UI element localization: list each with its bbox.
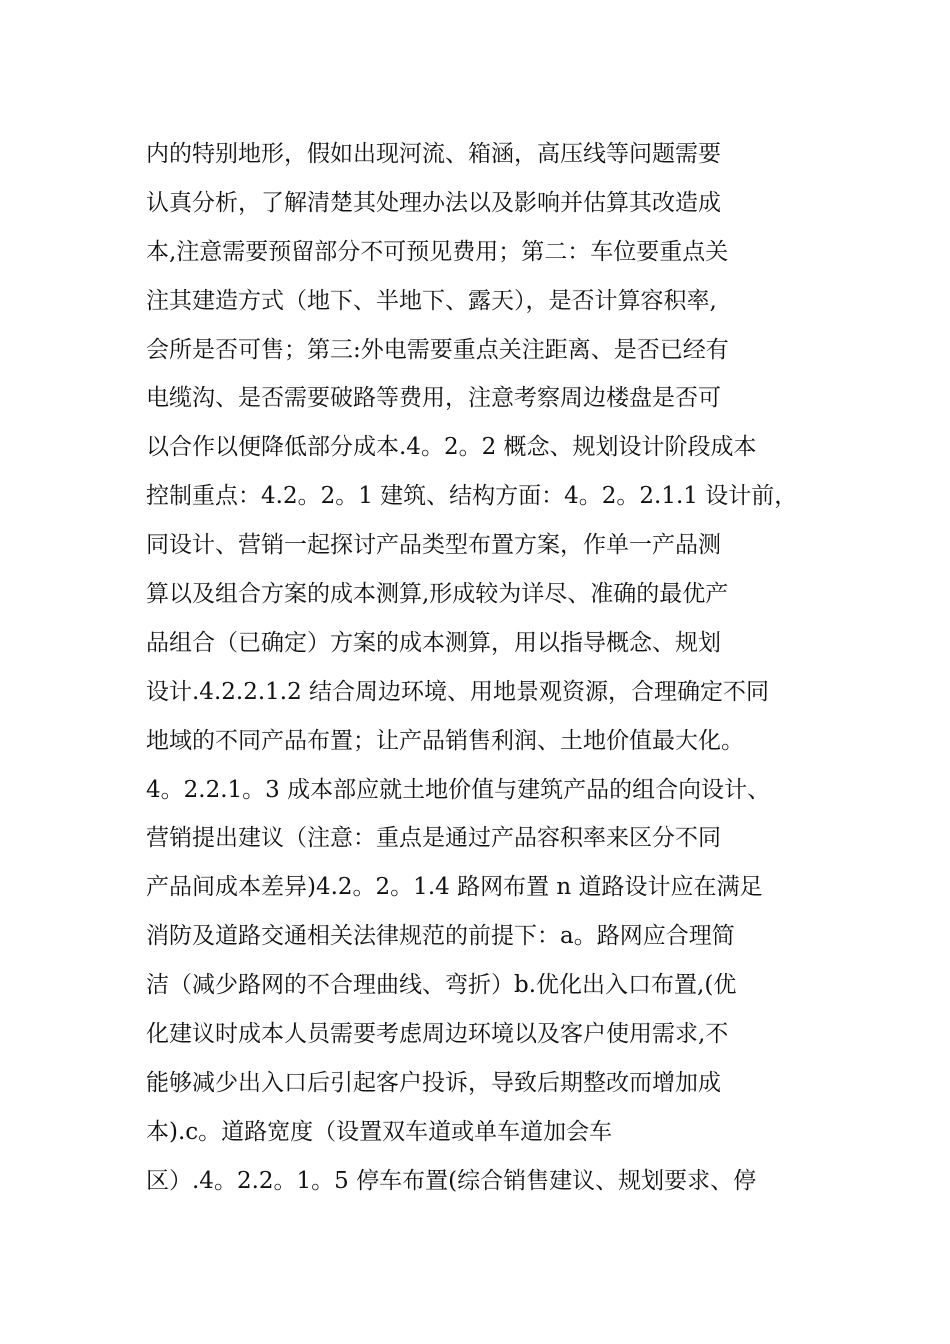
text-line: 会所是否可售；第三:外电需要重点关注距离、是否已经有 [146, 336, 729, 363]
body-text [146, 130, 826, 1206]
text-line: 控制重点：4.2。2。1 建筑、结构方面：4。2。2.1.1 设计前， [146, 483, 798, 510]
text-line: 认真分析，了解清楚其处理办法以及影响并估算其改造成 [146, 189, 721, 216]
text-line: 内的特别地形，假如出现河流、箱涵，高压线等问题需要 [146, 141, 721, 167]
text-line: 地域的不同产品布置；让产品销售利润、土地价值最大化。 [146, 727, 744, 754]
text-line: 注其建造方式（地下、半地下、露天），是否计算容积率, [146, 287, 717, 314]
text-line: 品组合（已确定）方案的成本测算，用以指导概念、规划 [146, 629, 721, 656]
text-line: 能够减少出入口后引起客户投诉，导致后期整改而增加成 [146, 1069, 721, 1096]
text-line: 产品间成本差异)4.2。2。1.4 路网布置 n 道路设计应在满足 [146, 874, 763, 901]
text-line: 化建议时成本人员需要考虑周边环境以及客户使用需求,不 [146, 1021, 729, 1048]
text-line: 营销提出建议（注意：重点是通过产品容积率来区分不同 [146, 825, 721, 852]
text-line: 以合作以便降低部分成本.4。2。2 概念、规划设计阶段成本 [146, 434, 757, 461]
text-line: 设计.4.2.2.1.2 结合周边环境、用地景观资源，合理确定不同 [146, 678, 770, 705]
text-line: 电缆沟、是否需要破路等费用，注意考察周边楼盘是否可 [146, 385, 721, 412]
text-line: 4。2.2.1。3 成本部应就土地价值与建筑产品的组合向设计、 [146, 776, 771, 803]
text-line: 同设计、营销一起探讨产品类型布置方案，作单一产品测 [146, 532, 721, 559]
text-line: 洁（减少路网的不合理曲线、弯折）b.优化出入口布置,(优 [146, 972, 737, 999]
text-line: 本).c。道路宽度（设置双车道或单车道加会车 [146, 1118, 613, 1145]
text-line: 本,注意需要预留部分不可预见费用；第二：车位要重点关 [146, 238, 729, 265]
text-line: 算以及组合方案的成本测算,形成较为详尽、准确的最优产 [146, 581, 729, 608]
text-line: 消防及道路交通相关法律规范的前提下：a。路网应合理简 [146, 923, 735, 950]
text-line: 区）.4。2.2。1。5 停车布置(综合销售建议、规划要求、停 [146, 1167, 757, 1194]
